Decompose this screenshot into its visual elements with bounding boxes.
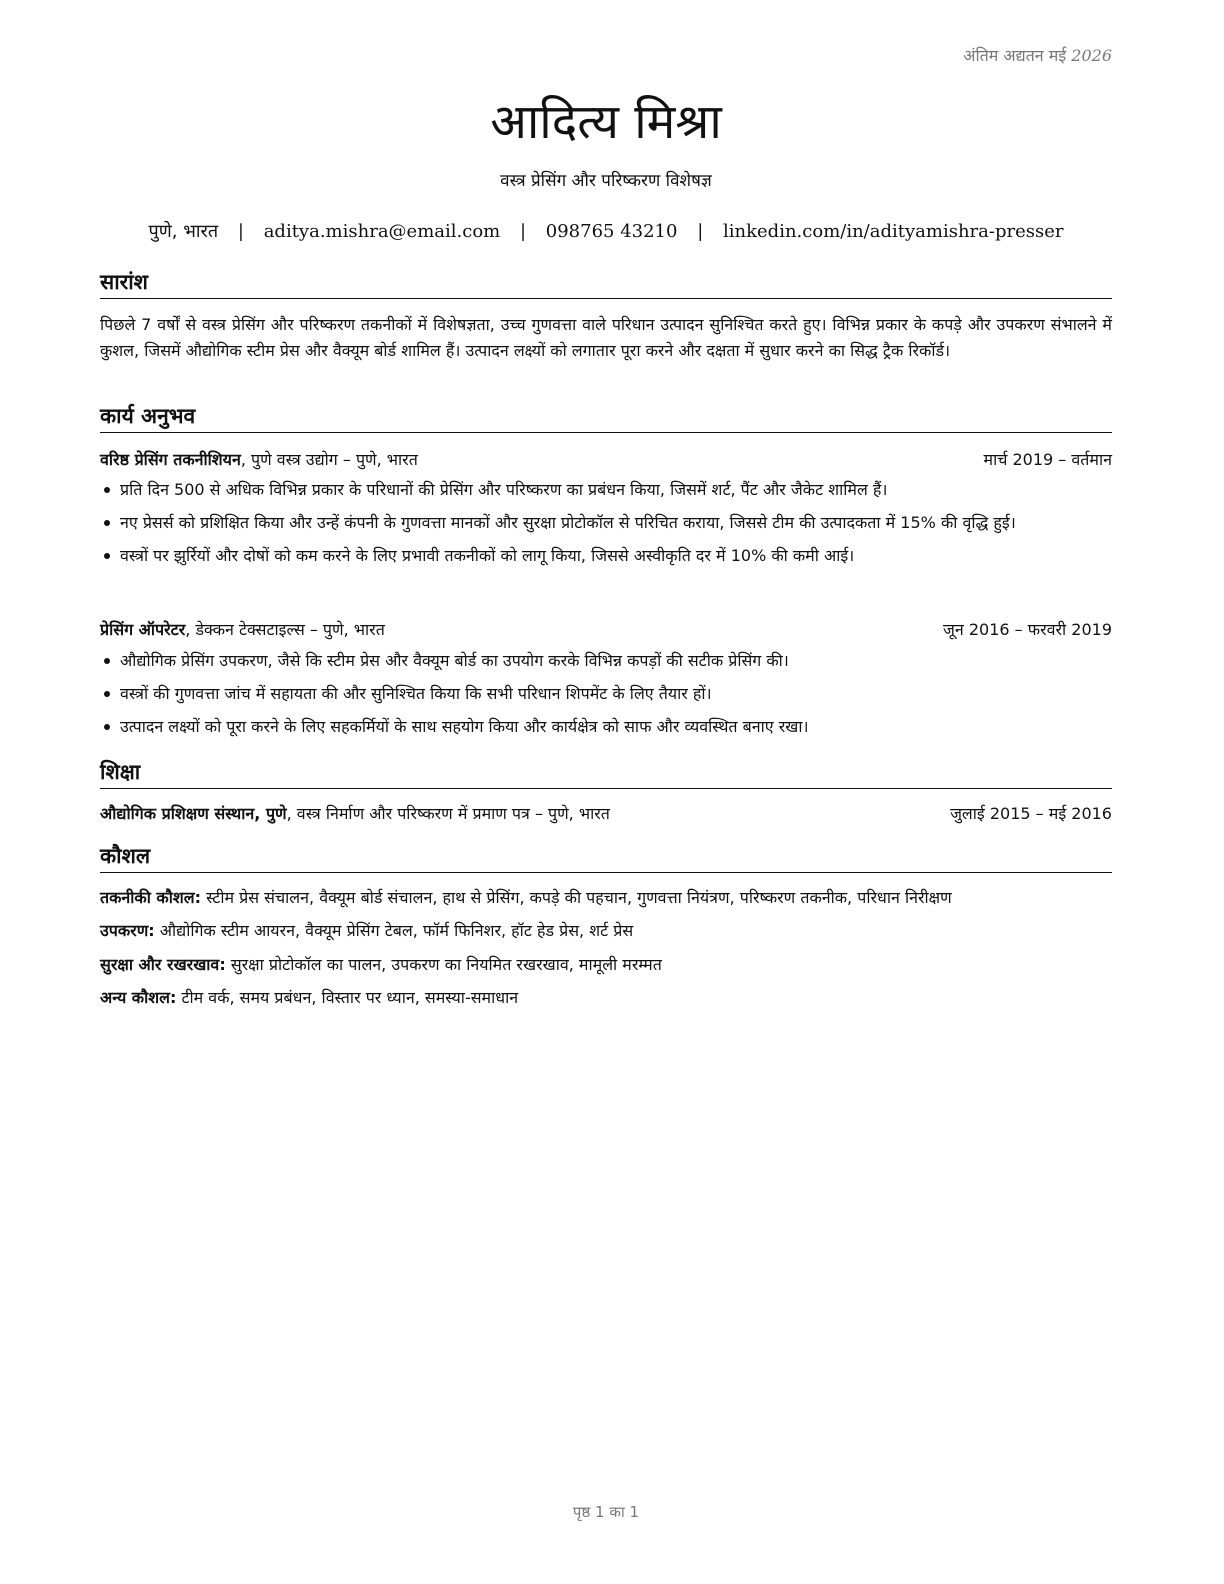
education-detail: , वस्त्र निर्माण और परिष्करण में प्रमाण पत्र – पुणे, भारत [286, 804, 610, 823]
section-title-summary: सारांश [100, 268, 1112, 299]
skill-label: उपकरण: [100, 921, 155, 940]
contact-linkedin[interactable]: linkedin.com/in/adityamishra-presser [723, 221, 1064, 242]
job-bullets [100, 648, 1112, 747]
list-item: औद्योगिक प्रेसिंग उपकरण, जैसे कि स्टीम प्रेस और वैक्यूम बोर्ड का उपयोग करके विभिन्न कपड़ों की सटीक प्रेसिंग की। [100, 648, 1112, 673]
section-title-education: शिक्षा [100, 758, 1112, 789]
page-number: पृष्ठ 1 का 1 [572, 1503, 640, 1521]
list-item: वस्त्रों पर झुर्रियों और दोषों को कम करने के लिए प्रभावी तकनीकों को लागू किया, जिससे अस्वीकृति दर में 10% की कमी आई। [100, 543, 1112, 568]
skill-value: टीम वर्क, समय प्रबंधन, विस्तार पर ध्यान, समस्या-समाधान [176, 988, 519, 1007]
skill-row [100, 953, 1112, 977]
skill-label: सुरक्षा और रखरखाव: [100, 955, 226, 974]
contact-separator: | [519, 221, 527, 242]
contact-separator: | [697, 221, 704, 242]
contact-phone: 098765 43210 [545, 221, 678, 242]
candidate-tagline: वस्त्र प्रेसिंग और परिष्करण विशेषज्ञ [500, 171, 712, 191]
list-item: नए प्रेसर्स को प्रशिक्षित किया और उन्हें कंपनी के गुणवत्ता मानकों और सुरक्षा प्रोटोकॉल से परिचित कराया, जिससे टीम की उत्पादकता में 15% की वृद्धि हुई। [100, 510, 1112, 535]
job-role: प्रेसिंग ऑपरेटर [100, 620, 186, 639]
job-header [100, 618, 1112, 642]
skill-label: अन्य कौशल: [100, 988, 177, 1007]
contact-location: पुणे, भारत [148, 221, 219, 242]
section-title-experience: कार्य अनुभव [100, 402, 1112, 433]
job-date: मार्च 2019 – वर्तमान [983, 450, 1112, 469]
education-institution: औद्योगिक प्रशिक्षण संस्थान, पुणे [100, 804, 287, 823]
list-item: प्रति दिन 500 से अधिक विभिन्न प्रकार के परिधानों की प्रेसिंग और परिष्करण का प्रबंधन किया, जिसमें शर्ट, पैंट और जैकेट शामिल हैं। [100, 477, 1112, 502]
contact-separator: | [237, 221, 244, 242]
section-title-skills: कौशल [100, 842, 1112, 873]
candidate-name: आदित्य मिश्रा [490, 94, 722, 150]
job-bullets [100, 477, 1112, 576]
skill-value: स्टीम प्रेस संचालन, वैक्यूम बोर्ड संचालन, हाथ से प्रेसिंग, कपड़े की पहचान, गुणवत्ता नियंत्रण, परिष्करण तकनीक, परिधान निरीक्षण [201, 888, 952, 907]
education-date: जुलाई 2015 – मई 2016 [950, 804, 1112, 823]
skill-row [100, 919, 1112, 943]
list-item: उत्पादन लक्ष्यों को पूरा करने के लिए सहकर्मियों के साथ सहयोग किया और कार्यक्षेत्र को साफ और व्यवस्थित बनाए रखा। [100, 714, 1112, 739]
contact-line [100, 219, 1112, 243]
job-org: , डेक्कन टेक्सटाइल्स – पुणे, भारत [185, 620, 385, 639]
skill-row [100, 986, 1112, 1010]
skill-value: औद्योगिक स्टीम आयरन, वैक्यूम प्रेसिंग टेबल, फॉर्म फिनिशर, हॉट हेड प्रेस, शर्ट प्रेस [154, 921, 634, 940]
contact-email[interactable]: aditya.mishra@email.com [263, 221, 501, 242]
job-role: वरिष्ठ प्रेसिंग तकनीशियन [100, 450, 241, 469]
skill-row [100, 886, 1112, 910]
resume-page [100, 0, 1112, 1584]
job-org: , पुणे वस्त्र उद्योग – पुणे, भारत [240, 450, 418, 469]
list-item: वस्त्रों की गुणवत्ता जांच में सहायता की और सुनिश्चित किया कि सभी परिधान शिपमेंट के लिए तैयार हों। [100, 681, 1112, 706]
skill-value: सुरक्षा प्रोटोकॉल का पालन, उपकरण का नियमित रखरखाव, मामूली मरम्मत [225, 955, 662, 974]
last-updated: अंतिम अद्यतन मई 2026 [963, 46, 1112, 65]
summary-text: पिछले 7 वर्षों से वस्त्र प्रेसिंग और परिष्करण तकनीकों में विशेषज्ञता, उच्च गुणवत्ता वाले परिधान उत्पादन सुनिश्चित करते हुए। विभिन्न प्रकार के कपड़े और उपकरण संभालने में कुशल, जिसमें औद्योगिक स्टीम प्रेस और वैक्यूम बोर्ड शामिल हैं। उत्पादन लक्ष्यों को लगातार पूरा करने और दक्षता में सुधार करने का सिद्ध ट्रैक रिकॉर्ड। [100, 315, 1112, 360]
education-row [100, 802, 1112, 826]
skill-label: तकनीकी कौशल: [100, 888, 201, 907]
last-updated-year: 2026 [1071, 46, 1112, 65]
job-header [100, 448, 1112, 472]
job-date: जून 2016 – फरवरी 2019 [943, 620, 1112, 639]
